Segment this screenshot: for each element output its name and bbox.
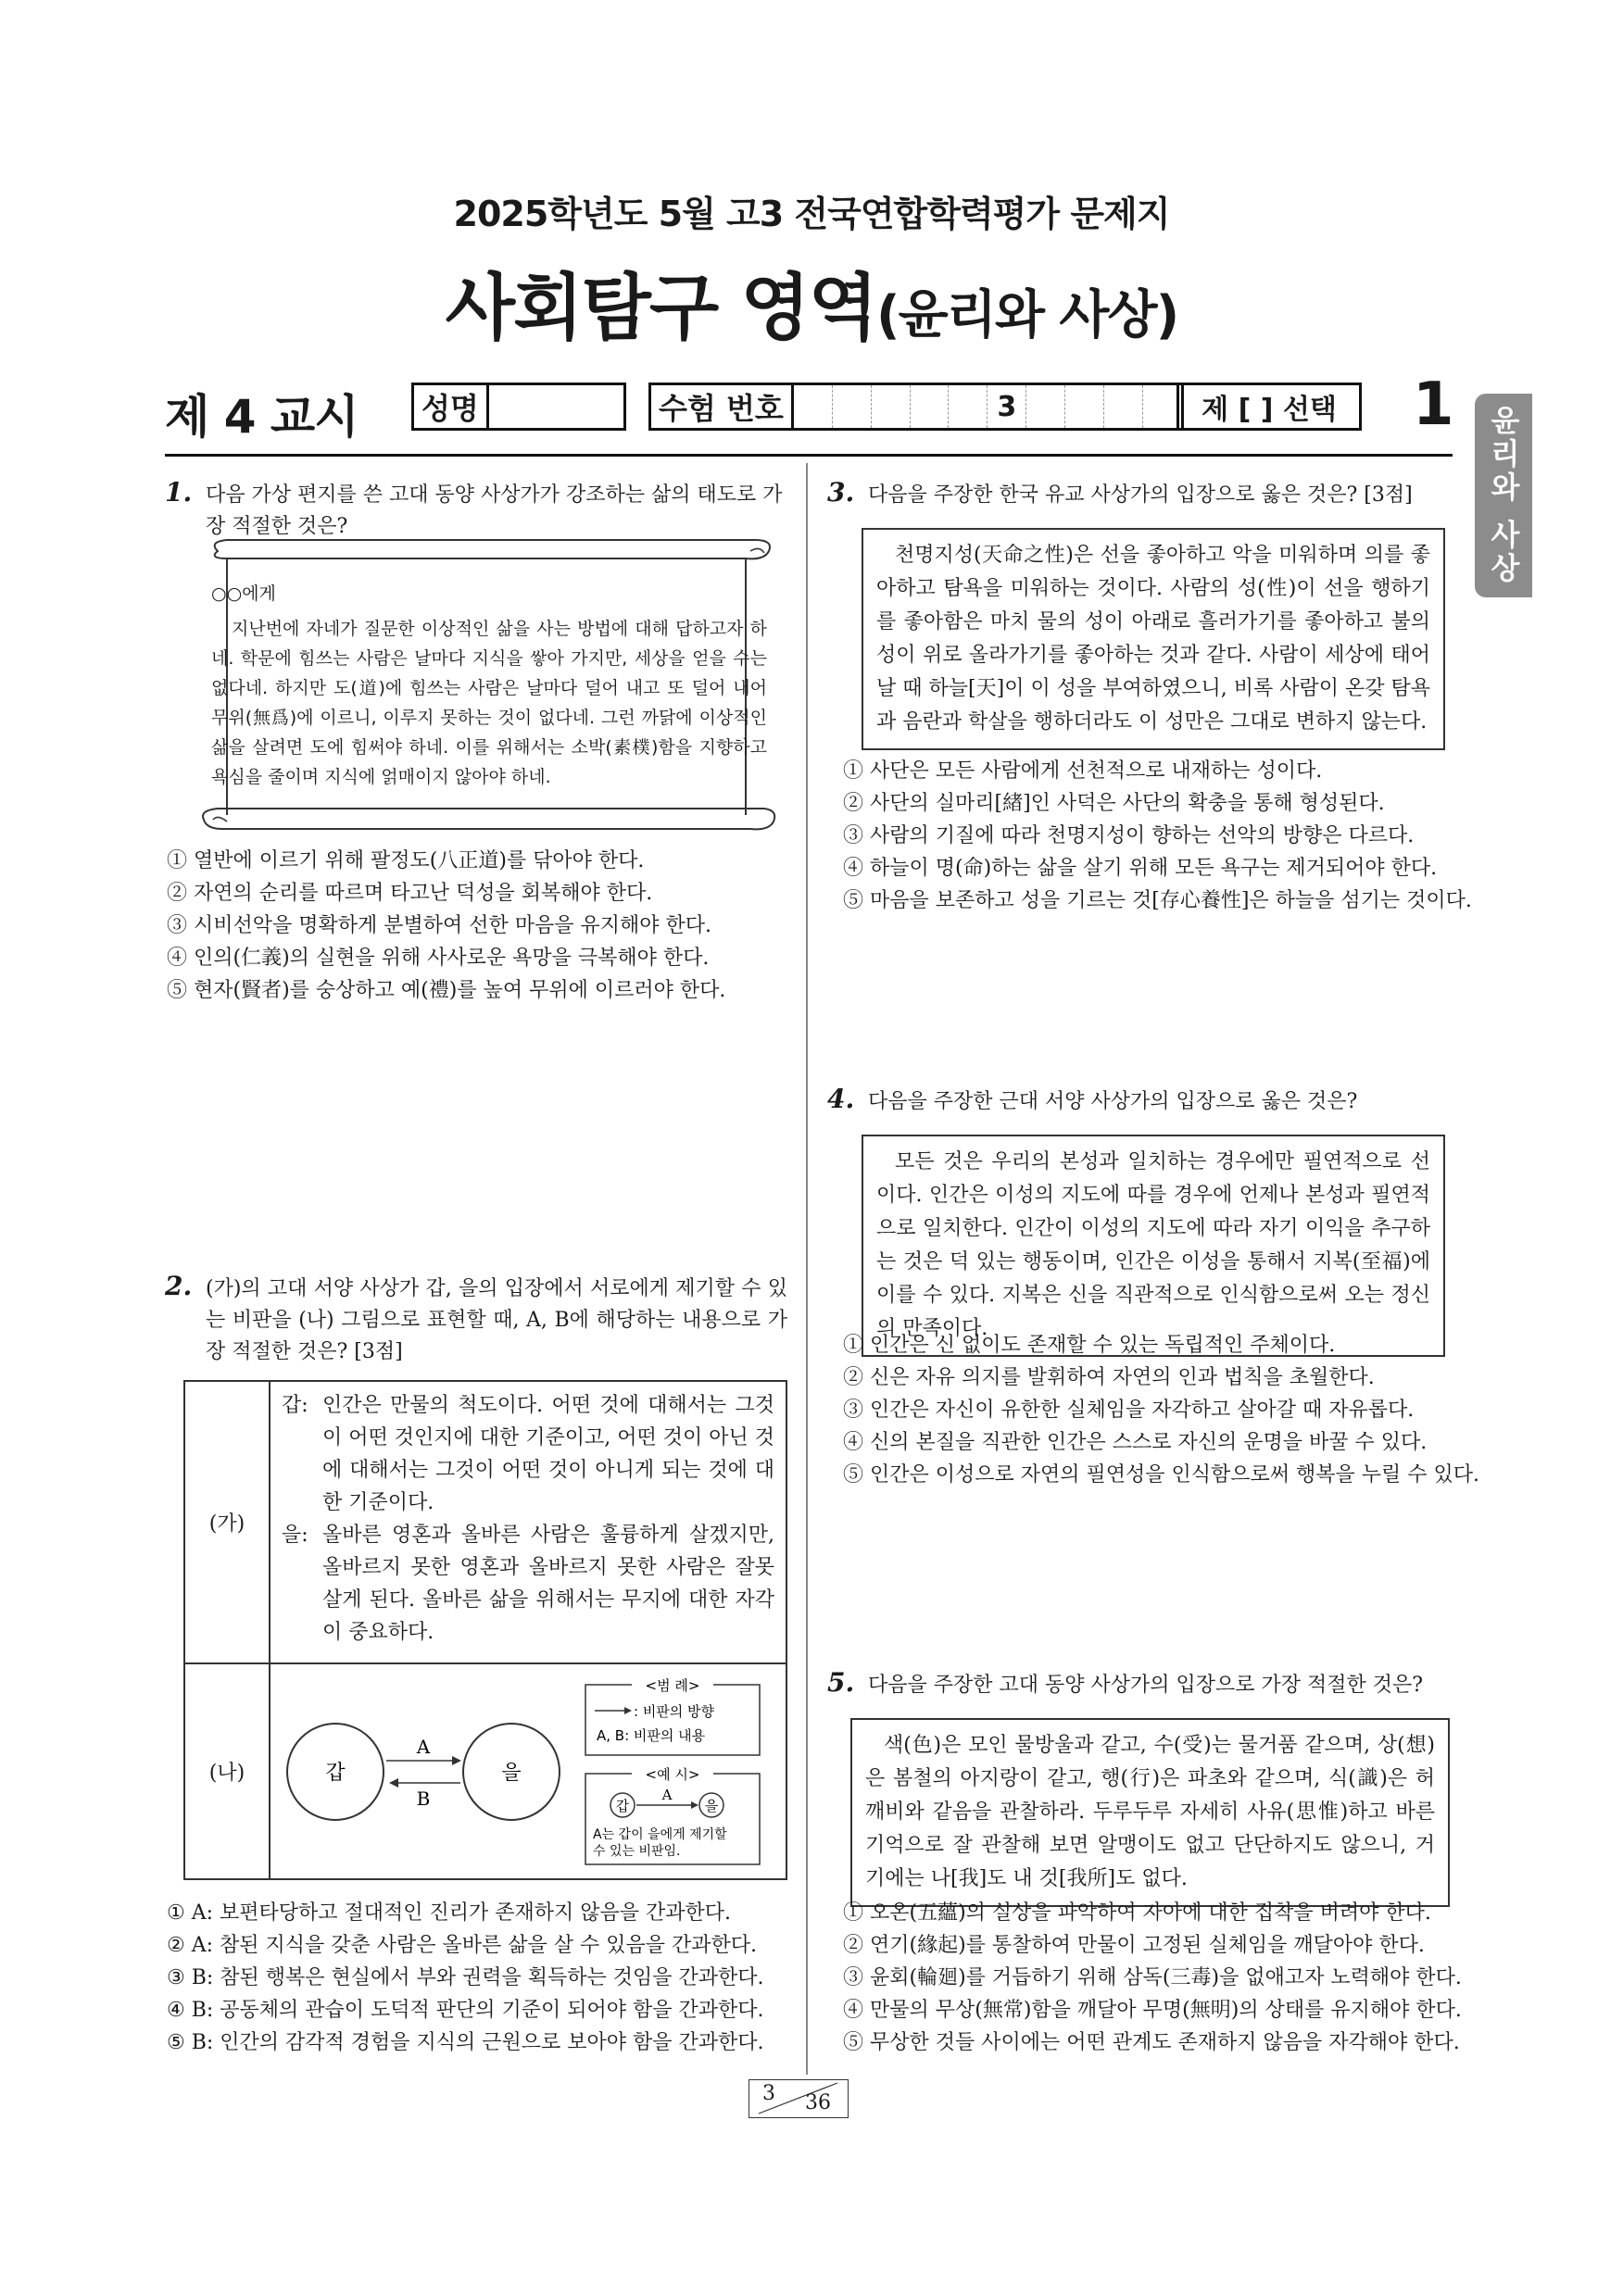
passage-text: 모든 것은 우리의 본성과 일치하는 경우에만 필연적으로 선이다. 인간은 이성의 지도에 따를 경우에 언제나 본성과 필연적으로 일치한다. 인간이 이성의 지도에 따라 자기 이익을 추구하는 것은 덕 있는 행동이며, 인간은 이성을 통해서 지복(至福)에 이를 수 있다. 지복은 신을 직관적으로 인식함으로써 오는 정신의 만족이다. [876,1150,1430,1340]
question-number: 4. [827,1084,855,1114]
option-4[interactable]: ④ B: 공동체의 관습이 도덕적 판단의 기준이 되어야 함을 간과한다. [167,1999,764,2022]
option-4[interactable]: ④ 만물의 무상(無常)함을 깨달아 무명(無明)의 상태를 유지해야 한다. [843,1999,1462,2022]
question-3 [827,477,1448,511]
speaker-label: 갑: [282,1394,308,1417]
option-4[interactable]: ④ 하늘이 명(命)하는 삶을 살기 위해 모든 욕구는 제거되어야 한다. [843,857,1438,880]
option-5[interactable]: ⑤ 현자(賢者)를 숭상하고 예(禮)를 높여 무위에 이르러야 한다. [167,979,726,1002]
row-label-ga: (가) [185,1382,270,1662]
option-1[interactable]: ① 오온(五蘊)의 실상을 파악하여 자아에 대한 집착을 버려야 한다. [843,1901,1431,1925]
example-arrow-head [691,1801,698,1809]
option-2[interactable]: ② 연기(緣起)를 통찰하여 만물이 고정된 실체임을 깨달아야 한다. [843,1934,1425,1957]
table-row-ga [185,1382,786,1664]
option-3[interactable]: ③ 시비선악을 명확하게 분별하여 선한 마음을 유지해야 한다. [167,914,711,937]
row-label-na: (나) [185,1664,270,1878]
arrow-a-label: A [416,1736,431,1758]
column-divider [806,463,808,2075]
option-3[interactable]: ③ B: 참된 행복은 현실에서 부와 권력을 획득하는 것임을 간과한다. [167,1966,764,1989]
example-text-1: A는 갑이 을에게 제기할 [593,1827,727,1842]
exam-title: 2025학년도 5월 고3 전국연합학력평가 문제지 [453,194,1170,234]
letter-body: 지난번에 자네가 질문한 이상적인 삶을 사는 방법에 대해 답하고자 하네. 학문에 힘쓰는 사람은 날마다 지식을 쌓아 가지만, 세상을 얻을 수는 없다네. 하지만 도(道)에 힘쓰는 사람은 날마다 덜어 내고 또 덜어 내어 무위(無爲)에 이르니, 이루지 못하는 것이 없다네. 그런 까닭에 이상적인 삶을 살려면 도에 힘써야 하네. 이를 위해서는 소박(素樸)함을 지향하고 욕심을 줄이며 지식에 얽매이지 않아야 하네. [211,619,767,787]
legend-arrow-head [624,1707,632,1714]
option-3[interactable]: ③ 윤회(輪廻)를 거듭하기 위해 삼독(三毒)을 없애고자 노력해야 한다. [843,1966,1462,1989]
subject-sub: (윤리와 사상) [876,285,1178,345]
passage-text: 천명지성(天命之性)은 선을 좋아하고 악을 미워하며 의를 좋아하고 탐욕을 미워하는 것이다. 사람의 성(性)이 선을 행하기를 좋아함은 마치 물의 성이 아래로 흘러가기를 좋아하고 불의 성이 위로 올라가기를 좋아하는 것과 같다. 사람이 세상에 태어날 때 하늘[天]이 이 성을 부여하였으니, 비록 사람이 온갖 탐욕과 음란과 학살을 행하더라도 이 성만은 그대로 변하지 않는다. [876,544,1430,734]
option-2[interactable]: ② 신은 자유 의지를 발휘하여 자연의 인과 법칙을 초월한다. [843,1366,1375,1389]
question-3-options [843,755,1472,917]
question-4-passage [862,1135,1445,1357]
subject-side-tab: 윤리와 사상 [1475,394,1532,597]
question-1-options [167,845,789,1007]
question-number: 2. [165,1271,193,1301]
passage-text: 색(色)은 모인 물방울과 같고, 수(受)는 물거품 같으며, 상(想)은 봄철의 아지랑이 같고, 행(行)은 파초와 같으며, 식(識)은 허깨비와 같음을 관찰하라. 두루두루 자세히 사유(思惟)하고 바른 기억으로 잘 관찰해 보면 알맹이도 없고 단단하지도 않으니, 거기에는 나[我]도 내 것[我所]도 없다. [865,1734,1435,1890]
letter [211,579,767,792]
question-2-options [167,1897,789,2059]
page-current: 3 [762,2082,775,2105]
question-3-passage [862,528,1445,750]
example-a-label: A [661,1787,673,1803]
question-4 [827,1084,1448,1118]
exam-number-cell [1065,385,1104,428]
exam-number-cell [833,385,872,428]
question-text: 다음 가상 편지를 쓴 고대 동양 사상가가 강조하는 삶의 태도로 가장 적절한 것은? [206,483,783,538]
exam-number-cells[interactable] [794,385,1181,428]
option-1[interactable]: ① 사단은 모든 사람에게 선천적으로 내재하는 성이다. [843,759,1323,783]
option-1[interactable]: ① A: 보편타당하고 절대적인 진리가 존재하지 않음을 간과한다. [167,1901,732,1925]
option-5[interactable]: ⑤ 인간은 이성으로 자연의 필연성을 인식함으로써 행복을 누릴 수 있다. [843,1463,1479,1487]
option-3[interactable]: ③ 사람의 기질에 따라 천명지성이 향하는 선악의 방향은 다르다. [843,824,1415,847]
subject-title [0,250,1623,354]
arrow-b-head [389,1778,398,1788]
option-2[interactable]: ② 자연의 순리를 따르며 타고난 덕성을 회복해야 한다. [167,882,653,905]
speaker-label: 을: [282,1524,308,1547]
page-number: 1 [1413,370,1454,439]
exam-number-cell [911,385,950,428]
page-indicator [749,2079,849,2118]
name-label: 성명 [414,385,489,428]
legend-title: <범 례> [645,1677,700,1694]
exam-number-cell [1026,385,1065,428]
exam-number-label: 수험 번호 [651,385,794,428]
period-label: 제 4 교시 [165,390,359,444]
question-2-table [183,1380,787,1880]
node-eul-label: 을 [501,1762,522,1785]
row-content-ga [270,1382,786,1662]
question-5-passage [850,1718,1450,1907]
question-2 [165,1271,787,1368]
table-row-na [185,1664,786,1878]
option-4[interactable]: ④ 신의 본질을 직관한 인간은 스스로 자신의 운명을 바꿀 수 있다. [843,1431,1428,1454]
question-number: 5. [827,1667,855,1698]
example-gap-label: 갑 [615,1798,630,1814]
speaker-text: 인간은 만물의 척도이다. 어떤 것에 대해서는 그것이 어떤 것인지에 대한 기준이고, 어떤 것이 아닌 것에 대해서는 그것이 어떤 것이 아니게 되는 것에 대한 기준이다. [322,1394,774,1514]
option-2[interactable]: ② 사단의 실마리[緖]인 사덕은 사단의 확충을 통해 형성된다. [843,792,1385,815]
option-1[interactable]: ① 인간은 신 없이도 존재할 수 있는 독립적인 주체이다. [843,1334,1336,1357]
speaker-gap [282,1389,774,1519]
option-5[interactable]: ⑤ B: 인간의 감각적 경험을 지식의 근원으로 보아야 함을 간과한다. [167,2031,764,2054]
arrow-b-label: B [416,1788,431,1810]
header-rule [165,454,1453,457]
exam-number-digit: 3 [988,385,1026,428]
question-number: 3. [827,477,855,508]
exam-number-cell [949,385,988,428]
legend-arrow-text: : 비판의 방향 [634,1703,715,1720]
question-text: (가)의 고대 서양 사상가 갑, 을의 입장에서 서로에게 제기할 수 있는 비판을 (나) 그림으로 표현할 때, A, B에 해당하는 내용으로 가장 적절한 것은? [3점] [206,1277,787,1363]
choice-box[interactable]: 제 [ ] 선택 [1176,383,1362,431]
speaker-text: 올바른 영혼과 올바른 사람은 훌륭하게 살겠지만, 올바르지 못한 영혼과 올바르지 못한 사람은 잘못 살게 된다. 올바른 삶을 위해서는 무지에 대한 자각이 중요하다. [322,1524,774,1644]
option-5[interactable]: ⑤ 마음을 보존하고 성을 기르는 것[存心養性]은 하늘을 섬기는 것이다. [843,889,1472,912]
node-gap-label: 갑 [325,1762,346,1785]
question-text: 다음을 주장한 한국 유교 사상가의 입장으로 옳은 것은? [3점] [868,483,1413,507]
exam-number-cell [1104,385,1143,428]
example-title: <예 시> [645,1766,700,1783]
legend-box [585,1685,760,1755]
question-4-options [843,1329,1479,1491]
question-number: 1. [165,477,193,508]
question-text: 다음을 주장한 고대 동양 사상가의 입장으로 가장 적절한 것은? [868,1674,1424,1697]
example-eul-label: 을 [704,1798,719,1814]
speaker-eul [282,1519,774,1649]
exam-number-cell [794,385,833,428]
critique-diagram [270,1664,786,1878]
name-box [411,383,626,431]
question-5 [827,1667,1448,1701]
exam-number-cell [872,385,911,428]
name-field[interactable] [489,385,623,428]
exam-number-box [648,383,1184,431]
exam-number-cell [1143,385,1181,428]
question-5-options [843,1897,1462,2059]
option-4[interactable]: ④ 인의(仁義)의 실현을 위해 사사로운 욕망을 극복해야 한다. [167,947,710,970]
question-text: 다음을 주장한 근대 서양 사상가의 입장으로 옳은 것은? [868,1090,1358,1113]
legend-ab-text: A, B: 비판의 내용 [597,1727,706,1744]
option-3[interactable]: ③ 인간은 자신이 유한한 실체임을 자각하고 살아갈 때 자유롭다. [843,1399,1415,1422]
option-1[interactable]: ① 열반에 이르기 위해 팔정도(八正道)를 닦아야 한다. [167,849,645,872]
arrow-a-head [452,1756,461,1765]
example-text-2: 수 있는 비판임. [593,1844,681,1859]
option-5[interactable]: ⑤ 무상한 것들 사이에는 어떤 관계도 존재하지 않음을 자각해야 한다. [843,2031,1460,2054]
option-2[interactable]: ② A: 참된 지식을 갖춘 사람은 올바른 삶을 살 수 있음을 간과한다. [167,1934,757,1957]
page-total: 36 [805,2091,831,2114]
subject-main: 사회탐구 영역 [445,267,877,350]
letter-recipient: ○○에게 [211,583,276,604]
